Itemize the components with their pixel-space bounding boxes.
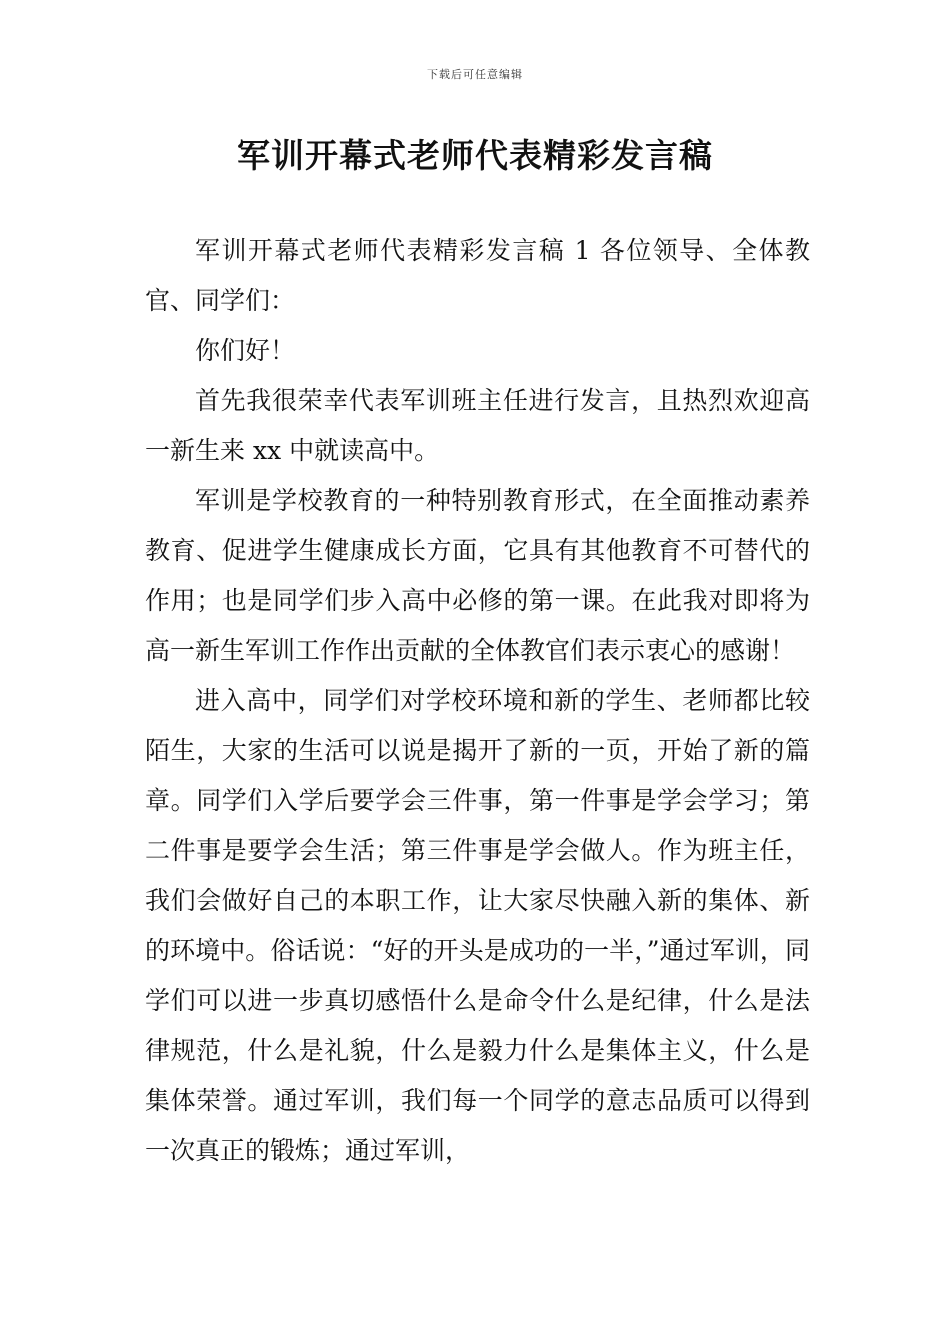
paragraph-entering-high-school: 进入高中，同学们对学校环境和新的学生、老师都比较陌生，大家的生活可以说是揭开了新的一页，开始了新的篇章。同学们入学后要学会三件事，第一件事是学会学习；第二件事是要学会生活；第三件事是学会做人。作为班主任，我们会做好自己的本职工作，让大家尽快融入新的集体、新的环境中。俗话说：“好的开头是成功的一半，”通过军训，同学们可以进一步真切感悟什么是命令什么是纪律，什么是法律规范，什么是礼貌，什么是毅力什么是集体主义，什么是集体荣誉。通过军训，我们每一个同学的意志品质可以得到一次真正的锻炼；通过军训， (145, 686, 810, 1165)
paragraph-hello: 你们好！ (195, 336, 296, 365)
header-note: 下载后可任意编辑 (427, 68, 523, 81)
paragraph-military-training-purpose: 军训是学校教育的一种特别教育形式，在全面推动素养教育、促进学生健康成长方面，它具有其他教育不可替代的作用；也是同学们步入高中必修的第一课。在此我对即将为高一新生军训工作作出贡献的全体教官们表示衷心的感谢！ (145, 486, 810, 665)
paragraph-greeting-addressees: 军训开幕式老师代表精彩发言稿 1 各位领导、全体教官、同学们： (145, 236, 810, 315)
document-title: 军训开幕式老师代表精彩发言稿 (237, 136, 713, 175)
paragraph-welcome: 首先我很荣幸代表军训班主任进行发言，且热烈欢迎高一新生来 xx 中就读高中。 (145, 386, 810, 465)
document-body (145, 226, 810, 1176)
